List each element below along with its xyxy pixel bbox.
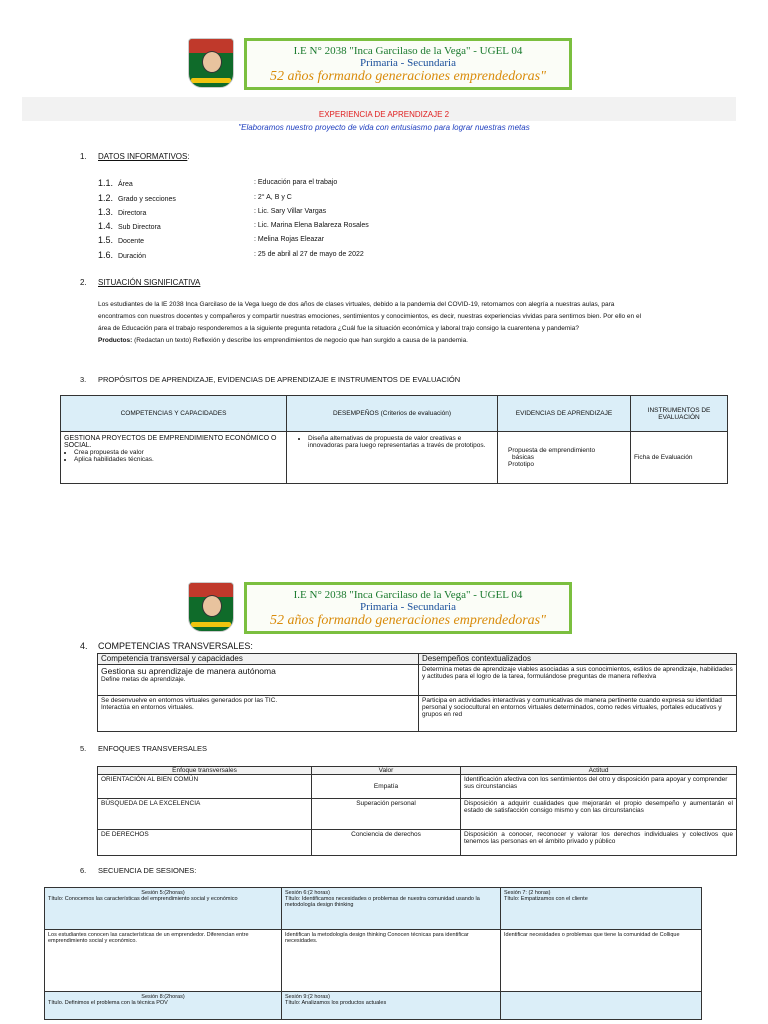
section-5-heading: 5. ENFOQUES TRANSVERSALES	[80, 744, 208, 753]
school-header-box	[244, 582, 572, 634]
section-2-heading: 2. SITUACIÓN SIGNIFICATIVA	[80, 278, 201, 287]
competence-cell	[61, 432, 287, 484]
section-3-heading: 3. PROPÓSITOS DE APRENDIZAJE, EVIDENCIAS DE APRENDIZAJE E INSTRUMENTOS DE EVALUACIÓN	[80, 375, 461, 384]
school-levels: Primaria - Secundaria	[360, 601, 456, 613]
section-1-heading: 1. DATOS INFORMATIVOS:	[80, 152, 190, 161]
transversal-competences-table	[97, 653, 737, 732]
approach-cell: BÚSQUEDA DE LA EXCELENCIA	[98, 799, 312, 830]
performance-cell: Participa en actividades interactivas y comunicativas de manera pertinente cuando expresa su identidad personal y sociocultural en entornos virtuales determinados, como redes virtuales, portales educativos y grupos en red	[419, 696, 737, 732]
info-row: 1.2. Grado y secciones : 2° A, B y C	[98, 193, 292, 203]
session-header: Sesión 5:(2horas) Título: Conocemos las características del emprendimiento social y económico	[45, 888, 282, 930]
session-header: Sesión 6:(2 horas) Título: Identificamos necesidades o problemas de nuestra comunidad usando la metodología design thinking	[282, 888, 501, 930]
competence-name: GESTIONA PROYECTOS DE EMPRENDIMIENTO ECONÓMICO O SOCIAL.	[64, 435, 277, 449]
session-header: Sesión 9:(2 horas) Título: Analizamos los productos actuales	[282, 992, 501, 1020]
school-name: I.E N° 2038 "Inca Garcilaso de la Vega" - UGEL 04	[293, 589, 523, 601]
evidence-cell: Propuesta de emprendimiento básicas Prototipo	[498, 432, 631, 484]
school-crest-logo	[188, 582, 234, 632]
session-header	[501, 992, 702, 1020]
column-header: Actitud	[461, 767, 737, 775]
situation-paragraph	[98, 299, 738, 347]
performance-item: • Diseña alternativas de propuesta de valor creativas e innovadoras para luego representarlas a través de prototipos.	[308, 435, 494, 449]
school-banner	[184, 38, 576, 94]
competence-cell: Gestiona su aprendizaje de manera autónoma Define metas de aprendizaje.	[98, 665, 419, 696]
school-name: I.E N° 2038 "Inca Garcilaso de la Vega" - UGEL 04	[293, 45, 523, 57]
column-header: COMPETENCIAS Y CAPACIDADES	[61, 396, 287, 432]
sessions-table	[44, 887, 702, 1020]
school-crest-logo	[188, 38, 234, 88]
doc-title: EXPERIENCIA DE APRENDIZAJE 2	[318, 110, 450, 119]
situation-line: Los estudiantes de la IE 2038 Inca Garcilaso de la Vega luego de dos años de clases virtuales, debido a la pandemia del COVID-19, retornamos con alegría a nuestras aulas, para	[98, 301, 615, 308]
column-header: Competencia transversal y capacidades	[98, 654, 419, 665]
school-levels: Primaria - Secundaria	[360, 57, 456, 69]
capacity-item: • Aplica habilidades técnicas.	[74, 456, 283, 463]
value-cell: Empatía	[312, 775, 461, 799]
section-6-heading: 6. SECUENCIA DE SESIONES:	[80, 866, 197, 875]
school-header-box	[244, 38, 572, 90]
approach-cell: ORIENTACIÓN AL BIEN COMÚN	[98, 775, 312, 799]
instrument-cell: Ficha de Evaluación	[631, 432, 728, 484]
session-header: Sesión 8:(2horas) Título. Definimos el problema con la técnica POV	[45, 992, 282, 1020]
school-banner	[184, 582, 576, 638]
situation-line: área de Educación para el trabajo responderemos a la siguiente pregunta retadora ¿Cuál fue la situación económica y laboral trajo consigo la cuarentena y pandemia?	[98, 325, 579, 332]
doc-subtitle: "Elaboramos nuestro proyecto de vida con entusiasmo para lograr nuestras metas	[238, 123, 530, 132]
column-header: EVIDENCIAS DE APRENDIZAJE	[498, 396, 631, 432]
competence-cell: Se desenvuelve en entornos virtuales generados por las TIC. Interactúa en entornos virtuales.	[98, 696, 419, 732]
attitude-cell: Disposición a adquirir cualidades que mejorarán el propio desempeño y aumentarán el estado de satisfacción consigo mismo y con las circunstancias	[461, 799, 737, 830]
column-header: DESEMPEÑOS (Criterios de evaluación)	[287, 396, 498, 432]
column-header: Valor	[312, 767, 461, 775]
school-motto: 52 años formando generaciones emprendedoras"	[270, 613, 546, 628]
info-row: 1.6. Duración : 25 de abril al 27 de mayo de 2022	[98, 250, 364, 260]
approach-cell: DE DERECHOS	[98, 830, 312, 856]
transversal-approaches-table	[97, 766, 737, 856]
session-header: Sesión 7: (2 horas) Título: Empatizamos con el cliente	[501, 888, 702, 930]
column-header: Desempeños contextualizados	[419, 654, 737, 665]
column-header: Enfoque transversales	[98, 767, 312, 775]
session-body: Identifican la metodología design thinking Conocen técnicas para identificar necesidades.	[282, 930, 501, 992]
school-motto: 52 años formando generaciones emprendedoras"	[270, 69, 546, 84]
info-row: 1.4. Sub Directora : Lic. Marina Elena Balareza Rosales	[98, 221, 369, 231]
products-line: Productos: (Redactan un texto) Reflexión y describe los emprendimientos de negocio que han surgido a causa de la pandemia.	[98, 337, 468, 344]
performance-cell: Determina metas de aprendizaje viables asociadas a sus conocimientos, estilos de aprendizaje, habilidades y actitudes para el logro de la tarea, formulándose preguntas de manera reflexiva	[419, 665, 737, 696]
session-body: Identificar necesidades o problemas que tiene la comunidad de Collique	[501, 930, 702, 992]
value-cell: Superación personal	[312, 799, 461, 830]
section-4-heading: 4. COMPETENCIAS TRANSVERSALES:	[80, 641, 253, 651]
capacity-item: • Crea propuesta de valor	[74, 449, 283, 456]
session-body: Los estudiantes conocen las características de un emprendedor. Diferencian entre emprendimiento social y económico.	[45, 930, 282, 992]
value-cell: Conciencia de derechos	[312, 830, 461, 856]
situation-line: encontramos con nuestros docentes y compañeros y compartir nuestras emociones, sentimientos y conocimientos, es decir, nuestras experiencias vividas para sentirnos bien. Por ello en el	[98, 313, 642, 320]
purposes-table	[60, 395, 728, 484]
attitude-cell: Identificación afectiva con los sentimientos del otro y disposición para apoyar y comprender sus circunstancias	[461, 775, 737, 799]
column-header: INSTRUMENTOS DE EVALUACIÓN	[631, 396, 728, 432]
attitude-cell: Disposición a conocer, reconocer y valorar los derechos individuales y colectivos que tenemos las personas en el ámbito privado y público	[461, 830, 737, 856]
info-row: 1.3. Directora : Lic. Sary Villar Vargas	[98, 207, 327, 217]
info-row: 1.1. Área : Educación para el trabajo	[98, 178, 338, 188]
info-row: 1.5. Docente : Melina Rojas Eleazar	[98, 235, 325, 245]
performance-cell	[287, 432, 498, 484]
